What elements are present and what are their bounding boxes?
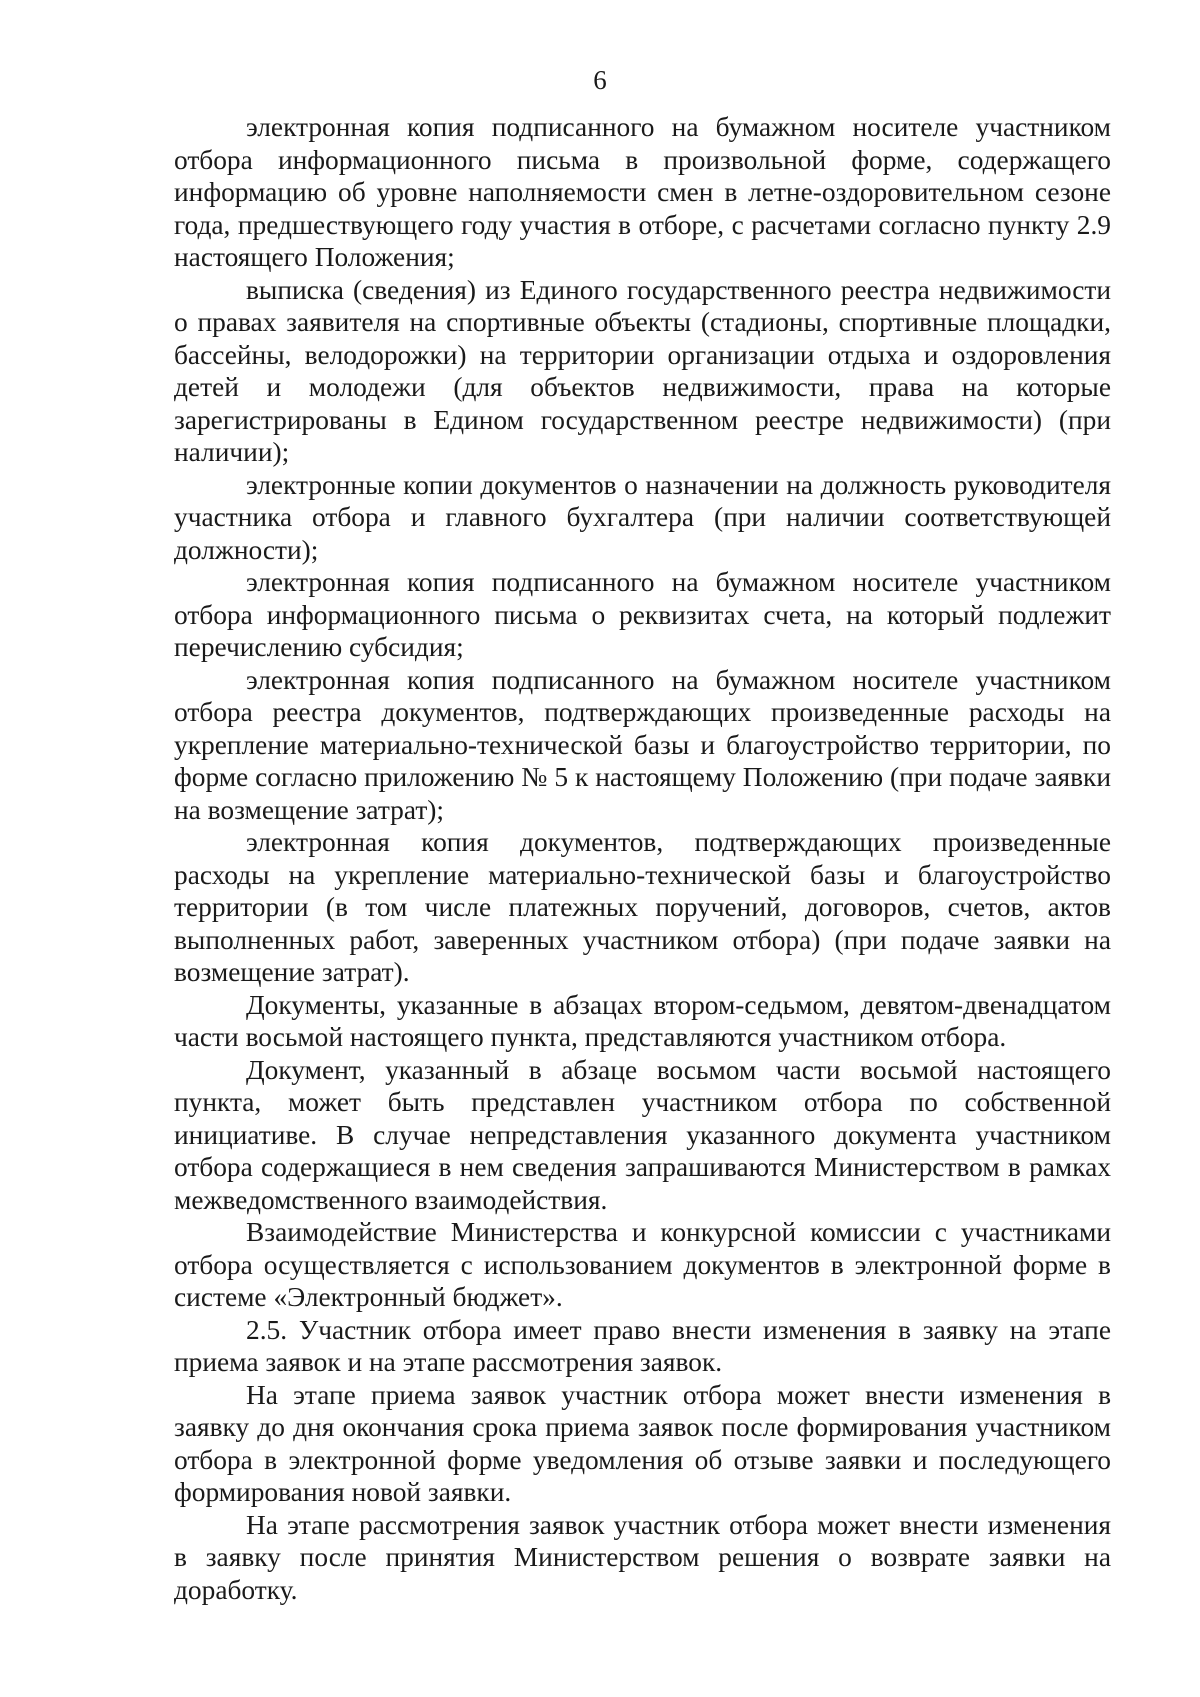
paragraph: На этапе рассмотрения заявок участник отбора может внести изменения в заявку после принятия Министерством решения о возврате заявки на доработку. xyxy=(174,1509,1111,1605)
paragraph: электронная копия подписанного на бумажном носителе участником отбора реестра документов, подтверждающих произведенные расходы на укрепление материально-технической базы и благоустройство территории, по форме согласно приложению № 5 к настоящему Положению (при подаче заявки на возмещение затрат); xyxy=(174,664,1111,825)
paragraph: электронная копия подписанного на бумажном носителе участником отбора информационного письма о реквизитах счета, на который подлежит перечислению субсидия; xyxy=(174,567,1111,662)
paragraph: выписка (сведения) из Единого государственного реестра недвижимости о правах заявителя на спортивные объекты (стадионы, спортивные площадки, бассейны, велодорожки) на территории организации отдыха и оздоровления детей и молодежи (для объектов недвижимости, права на которые зарегистрированы в Едином государственном реестре недвижимости) (при наличии); xyxy=(174,274,1111,467)
paragraph: Взаимодействие Министерства и конкурсной комиссии с участниками отбора осуществляется с использованием документов в электронной форме в системе «Электронный бюджет». xyxy=(174,1217,1111,1312)
paragraph: электронная копия документов, подтверждающих произведенные расходы на укрепление материально-технической базы и благоустройство территории (в том числе платежных поручений, договоров, счетов, актов выполненных работ, заверенных участником отбора) (при подаче заявки на возмещение затрат). xyxy=(174,827,1111,987)
paragraph: электронная копия подписанного на бумажном носителе участником отбора информационного письма в произвольной форме, содержащего информацию об уровне наполняемости смен в летне-оздоровительном сезоне года, предшествующего году участия в отборе, с расчетами согласно пункту 2.9 настоящего Положения; xyxy=(174,112,1111,272)
paragraph: Документы, указанные в абзацах втором-седьмом, девятом-двенадцатом части восьмой настоящего пункта, представляются участником отбора. xyxy=(174,989,1111,1052)
document-body xyxy=(174,111,1111,1606)
paragraph: На этапе приема заявок участник отбора может внести изменения в заявку до дня окончания срока приема заявок после формирования участником отбора в электронной форме уведомления об отзыве заявки и последующего формирования новой заявки. xyxy=(174,1379,1111,1507)
paragraph: электронные копии документов о назначении на должность руководителя участника отбора и главного бухгалтера (при наличии соответствующей должности); xyxy=(174,469,1111,565)
paragraph: Документ, указанный в абзаце восьмом части восьмой настоящего пункта, может быть представлен участником отбора по собственной инициативе. В случае непредставления указанного документа участником отбора содержащиеся в нем сведения запрашиваются Министерством в рамках межведомственного взаимодействия. xyxy=(174,1054,1111,1215)
page-number: 6 xyxy=(593,65,607,95)
section-paragraph: 2.5. Участник отбора имеет право внести изменения в заявку на этапе приема заявок и на этапе рассмотрения заявок. xyxy=(174,1314,1111,1377)
